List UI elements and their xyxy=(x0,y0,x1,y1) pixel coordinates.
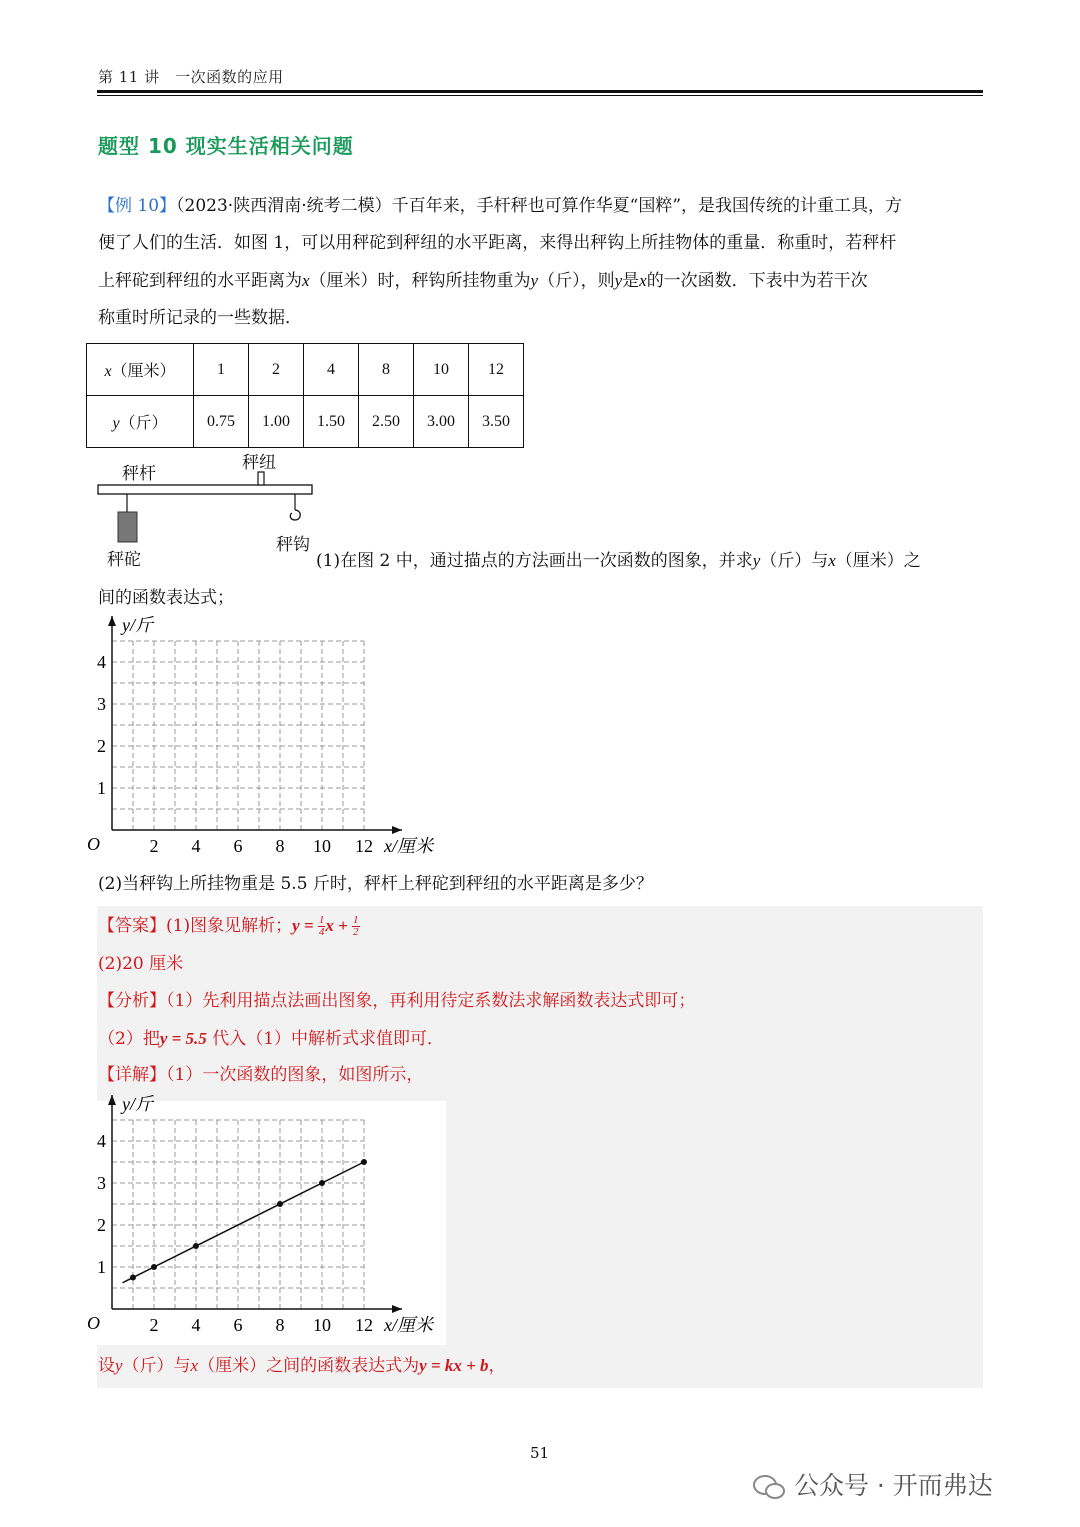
x-tick-label: 4 xyxy=(191,836,201,856)
analysis-text-1: （1）先利用描点法画出图象，再利用待定系数法求解函数表达式即可； xyxy=(166,991,696,1011)
table-cell: 2.50 xyxy=(359,396,414,448)
table-cell: 10 xyxy=(414,344,469,396)
example-source: （2023·陕西渭南·统考二模） xyxy=(176,196,392,216)
y-tick-label: 2 xyxy=(97,736,106,756)
lecture-header: 第 11 讲 一次函数的应用 xyxy=(98,68,284,86)
series-line xyxy=(123,1162,365,1283)
y-axis-label: y/斤 xyxy=(122,615,153,635)
q1-text-b: （斤）与 xyxy=(760,551,829,571)
section-title: 题型 10 现实生活相关问题 xyxy=(98,134,354,158)
watermark xyxy=(752,1466,993,1502)
example-line-2: 便了人们的生活．如图 1，可以用秤砣到秤纽的水平距离，来得出秤钩上所挂物体的重量．称重时，若秤杆 xyxy=(98,233,897,253)
table-cell: 3.00 xyxy=(414,396,469,448)
example-line1-rest: 千百年来，手杆秤也可算作华夏“国粹”，是我国传统的计重工具，方 xyxy=(391,196,903,216)
origin-label: O xyxy=(87,1313,100,1333)
origin-label: O xyxy=(87,834,100,854)
detail-text-2b: （斤）与 xyxy=(122,1356,191,1376)
answer-line-1 xyxy=(98,907,982,945)
watermark-text: 公众号 · 开而弗达 xyxy=(793,1471,993,1500)
knob-label: 秤纽 xyxy=(242,453,276,473)
analysis-line-2 xyxy=(98,1020,982,1058)
header-rule-thick xyxy=(97,90,983,93)
table-row-y xyxy=(87,396,524,448)
table-label-y: （斤） xyxy=(119,415,168,432)
analysis-math: y = 5.5 xyxy=(159,1029,207,1048)
data-point xyxy=(361,1159,367,1165)
table-cell: 4 xyxy=(304,344,359,396)
data-point xyxy=(193,1243,199,1249)
x-tick-label: 10 xyxy=(313,1315,331,1335)
x-tick-label: 12 xyxy=(355,836,373,856)
detail-var-y: y xyxy=(115,1356,123,1375)
weight-label: 秤砣 xyxy=(107,550,141,570)
header-rule-thin xyxy=(97,95,983,96)
var-x: x xyxy=(302,271,310,290)
x-axis-label: x/厘米 xyxy=(384,836,433,856)
frac1-den: 4 xyxy=(318,926,325,938)
table-cell: 2 xyxy=(249,344,304,396)
x-tick-label: 4 xyxy=(191,1315,201,1335)
analysis-text-2b: 代入（1）中解析式求值即可． xyxy=(206,1029,445,1049)
y-tick-label: 2 xyxy=(97,1215,106,1235)
q1-var-x: x xyxy=(828,551,836,570)
example-line-4: 称重时所记录的一些数据． xyxy=(98,308,302,328)
steelyard-figure xyxy=(96,448,316,573)
steelyard-knob xyxy=(258,472,264,485)
x-axis-arrow xyxy=(392,826,402,834)
answer-tag: 【答案】 xyxy=(98,916,166,936)
example-line-3 xyxy=(98,262,982,300)
y-tick-label: 3 xyxy=(97,1173,106,1193)
answer-formula-lhs: y = xyxy=(292,916,318,935)
q1-text-c: （厘米）之 xyxy=(835,551,921,571)
detail-text-end: ， xyxy=(488,1356,506,1376)
table-cell: 8 xyxy=(359,344,414,396)
x-axis-label: x/厘米 xyxy=(384,1315,433,1335)
y-tick-label: 3 xyxy=(97,694,106,714)
example-line-1 xyxy=(98,188,982,225)
question-2: (2)当秤钩上所挂物重是 5.5 斤时，秤杆上秤砣到秤纽的水平距离是多少？ xyxy=(98,874,653,894)
page-number: 51 xyxy=(530,1444,550,1462)
example-line3-e: 的一次函数．下表中为若干次 xyxy=(646,271,868,291)
answer-line-2: (2)20 厘米 xyxy=(98,954,184,974)
steelyard-weight xyxy=(118,512,137,542)
table-cell: 1 xyxy=(194,344,249,396)
y-tick-label: 4 xyxy=(97,652,106,672)
example-line3-c: （斤），则 xyxy=(538,271,615,291)
data-point xyxy=(130,1275,136,1281)
frac2-num: 1 xyxy=(353,914,359,926)
y-tick-label: 1 xyxy=(97,778,106,798)
rod-label: 秤杆 xyxy=(122,464,156,484)
detail-line-2 xyxy=(98,1347,982,1385)
detail-text-2c: （厘米）之间的函数表达式为 xyxy=(198,1356,420,1376)
x-tick-label: 2 xyxy=(149,836,159,856)
question-1-line-1 xyxy=(316,542,984,580)
x-tick-label: 8 xyxy=(275,836,285,856)
x-tick-label: 6 xyxy=(233,1315,243,1335)
y-axis-arrow xyxy=(108,1095,116,1105)
wechat-icon xyxy=(752,1473,786,1501)
detail-text-2a: 设 xyxy=(98,1356,115,1376)
y-axis-label: y/斤 xyxy=(122,1094,153,1114)
x-tick-label: 12 xyxy=(355,1315,373,1335)
table-label-x: （厘米） xyxy=(111,363,176,380)
y-tick-label: 4 xyxy=(97,1131,106,1151)
answer-part1: (1)图象见解析； xyxy=(166,916,293,936)
var-y-2: y xyxy=(614,271,623,290)
plotted-line-chart xyxy=(87,1094,460,1344)
answer-formula-mid: x + xyxy=(325,916,353,935)
table-var-x: x xyxy=(104,363,112,380)
steelyard-rod xyxy=(98,485,312,494)
x-tick-label: 2 xyxy=(149,1315,159,1335)
example-paragraph xyxy=(98,188,982,337)
example-line3-b: （厘米）时，秤钩所挂物重为 xyxy=(309,271,531,291)
table-cell: 1.00 xyxy=(249,396,304,448)
y-tick-label: 1 xyxy=(97,1257,106,1277)
detail-math: y = kx + b xyxy=(419,1356,489,1375)
example-tag: 【例 10】 xyxy=(98,196,177,216)
question-1-line-2: 间的函数表达式； xyxy=(98,588,234,608)
empty-grid-chart xyxy=(87,615,460,865)
data-point xyxy=(319,1180,325,1186)
answer-frac-2 xyxy=(352,915,360,938)
frac1-num: 1 xyxy=(318,914,325,926)
example-line3-a: 上秤砣到秤纽的水平距离为 xyxy=(98,271,302,291)
analysis-line-1 xyxy=(98,983,982,1020)
q1-var-y: y xyxy=(752,551,761,570)
example-line3-d: 是 xyxy=(622,271,640,291)
y-axis-arrow xyxy=(108,616,116,626)
detail-text-1: （1）一次函数的图象，如图所示， xyxy=(166,1065,424,1085)
x-tick-label: 10 xyxy=(313,836,331,856)
detail-var-x: x xyxy=(190,1356,199,1375)
table-cell: 3.50 xyxy=(469,396,524,448)
hook-label: 秤钩 xyxy=(276,535,310,555)
table-header-x xyxy=(87,344,194,396)
table-cell: 0.75 xyxy=(194,396,249,448)
var-x-2: x xyxy=(639,271,647,290)
detail-tag: 【详解】 xyxy=(98,1065,166,1085)
q1-text-a: (1)在图 2 中，通过描点的方法画出一次函数的图象，并求 xyxy=(316,551,753,571)
var-y: y xyxy=(530,271,539,290)
x-tick-label: 6 xyxy=(233,836,243,856)
detail-line-1 xyxy=(98,1057,982,1094)
x-axis-arrow xyxy=(392,1305,402,1313)
table-cell: 12 xyxy=(469,344,524,396)
analysis-tag: 【分析】 xyxy=(98,991,166,1011)
table-header-y xyxy=(87,396,194,448)
frac2-den: 2 xyxy=(353,926,359,938)
data-point xyxy=(277,1201,283,1207)
x-tick-label: 8 xyxy=(275,1315,285,1335)
analysis-text-2a: （2）把 xyxy=(98,1029,160,1049)
data-point xyxy=(151,1264,157,1270)
table-var-y: y xyxy=(112,415,120,432)
data-table xyxy=(86,343,524,448)
table-row-x xyxy=(87,344,524,396)
table-cell: 1.50 xyxy=(304,396,359,448)
steelyard-hook xyxy=(290,510,300,520)
